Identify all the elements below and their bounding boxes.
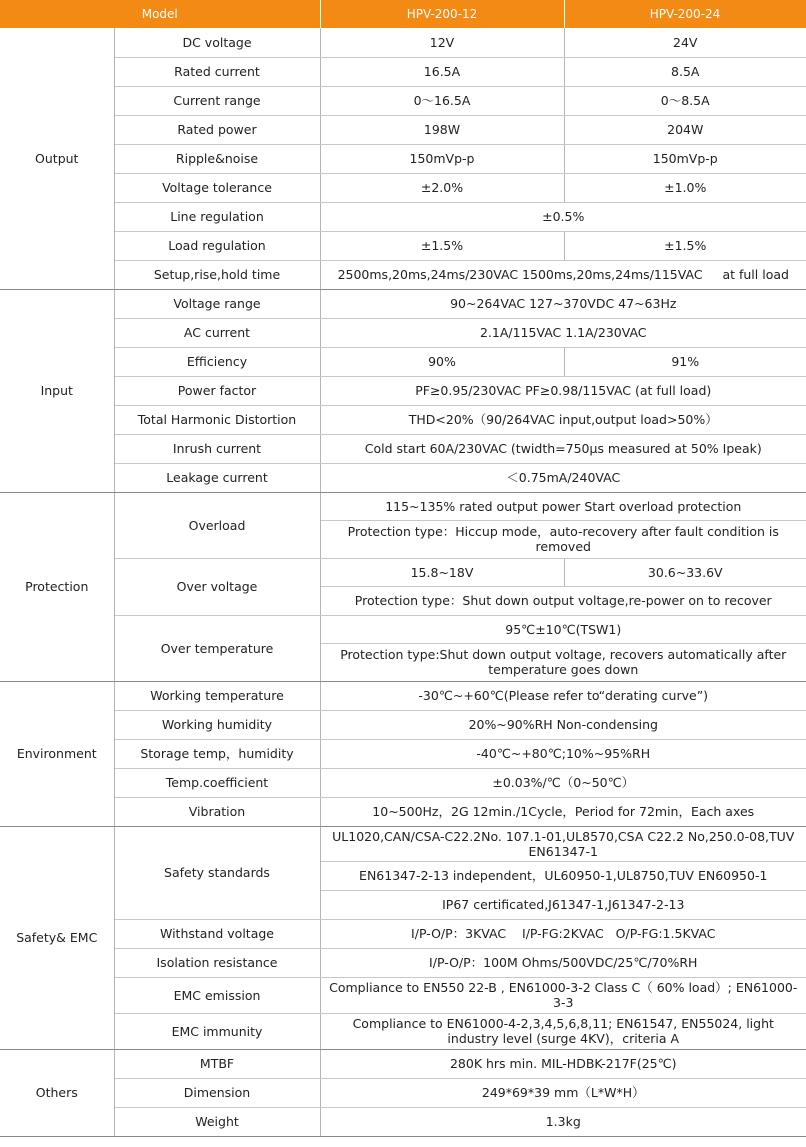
cell-value: Compliance to EN61000-4-2,3,4,5,6,8,11; EN61547, EN55024, light industry level (surge 4KV)，criteria A [320,1013,806,1049]
cell-value: 249*69*39 mm（L*W*H） [320,1078,806,1107]
cell-value: 24V [564,28,806,57]
row-label: Current range [114,86,320,115]
row-label: EMC immunity [114,1013,320,1049]
row-label: AC current [114,318,320,347]
cell-value: 2.1A/115VAC 1.1A/230VAC [320,318,806,347]
table-row [0,86,806,115]
cell-value: 0～8.5A [564,86,806,115]
cell-value: ±1.5% [320,231,564,260]
row-label: Over temperature [114,615,320,681]
table-header-row [0,0,806,28]
table-row [0,463,806,492]
table-row [0,558,806,586]
table-row [0,615,806,643]
table-row [0,347,806,376]
row-label: Leakage current [114,463,320,492]
cell-value: 15.8~18V [320,558,564,586]
row-label: Withstand voltage [114,919,320,948]
group-input: Input [0,289,114,492]
table-row [0,231,806,260]
row-label: Load regulation [114,231,320,260]
row-label: Over voltage [114,558,320,615]
row-label: Setup,rise,hold time [114,260,320,289]
table-row [0,260,806,289]
cell-value: I/P-O/P：100M Ohms/500VDC/25℃/70%RH [320,948,806,977]
cell-value: Compliance to EN550 22-B , EN61000-3-2 Class C（ 60% load）; EN61000-3-3 [320,977,806,1013]
table-row [0,977,806,1013]
table-row [0,739,806,768]
group-safety-emc: Safety& EMC [0,826,114,1049]
row-label: Dimension [114,1078,320,1107]
row-label: Overload [114,492,320,558]
row-label: EMC emission [114,977,320,1013]
cell-value: 115~135% rated output power Start overload protection [320,492,806,520]
cell-value: 204W [564,115,806,144]
row-label: Power factor [114,376,320,405]
cell-value: 150mVp-p [320,144,564,173]
table-row [0,797,806,826]
cell-value: ±1.0% [564,173,806,202]
cell-value: 0～16.5A [320,86,564,115]
table-row [0,202,806,231]
row-label: Voltage tolerance [114,173,320,202]
cell-value: 16.5A [320,57,564,86]
cell-value: Protection type：Shut down output voltage,re-power on to recover [320,586,806,615]
row-label: DC voltage [114,28,320,57]
cell-value: EN61347-2-13 independent，UL60950-1,UL8750,TUV EN60950-1 [320,861,806,890]
row-label: Working humidity [114,710,320,739]
cell-value: 90~264VAC 127~370VDC 47~63Hz [320,289,806,318]
cell-value: 10~500Hz，2G 12min./1Cycle，Period for 72min，Each axes [320,797,806,826]
row-label: Safety standards [114,826,320,919]
row-label: Line regulation [114,202,320,231]
table-row [0,710,806,739]
header-model: Model [0,0,320,28]
row-label: Rated current [114,57,320,86]
table-row [0,144,806,173]
header-model-24: HPV-200-24 [564,0,806,28]
table-row [0,768,806,797]
header-model-12: HPV-200-12 [320,0,564,28]
cell-value: ±1.5% [564,231,806,260]
group-output: Output [0,28,114,289]
cell-value: Protection type：Hiccup mode，auto-recovery after fault condition is removed [320,520,806,558]
row-label: Vibration [114,797,320,826]
cell-value: 91% [564,347,806,376]
row-label: Isolation resistance [114,948,320,977]
cell-value: 1.3kg [320,1107,806,1136]
table-row [0,173,806,202]
table-row [0,57,806,86]
cell-value: 8.5A [564,57,806,86]
cell-value: PF≥0.95/230VAC PF≥0.98/115VAC (at full load) [320,376,806,405]
table-row [0,919,806,948]
cell-value: UL1020,CAN/CSA-C22.2No. 107.1-01,UL8570,CSA C22.2 No,250.0-08,TUV EN61347-1 [320,826,806,861]
cell-value: Cold start 60A/230VAC (twidth=750μs measured at 50% Ipeak) [320,434,806,463]
table-row [0,28,806,57]
cell-value: THD<20%（90/264VAC input,output load>50%） [320,405,806,434]
table-row [0,405,806,434]
group-others: Others [0,1049,114,1136]
cell-value: I/P-O/P：3KVAC I/P-FG:2KVAC O/P-FG:1.5KVAC [320,919,806,948]
cell-value: ＜0.75mA/240VAC [320,463,806,492]
row-label: Inrush current [114,434,320,463]
table-row [0,376,806,405]
cell-value: 90% [320,347,564,376]
cell-value: ±2.0% [320,173,564,202]
table-row [0,115,806,144]
table-row [0,826,806,861]
table-row [0,318,806,347]
table-row [0,1107,806,1136]
table-row [0,1049,806,1078]
table-row [0,1013,806,1049]
row-label: Rated power [114,115,320,144]
cell-value: Protection type:Shut down output voltage, recovers automatically after temperature goes down [320,643,806,681]
cell-value: 150mVp-p [564,144,806,173]
row-label: Total Harmonic Distortion [114,405,320,434]
group-protection: Protection [0,492,114,681]
table-row [0,492,806,520]
cell-value: 20%~90%RH Non-condensing [320,710,806,739]
row-label: Weight [114,1107,320,1136]
cell-value: -30℃~+60℃(Please refer to“derating curve”) [320,681,806,710]
row-label: Working temperature [114,681,320,710]
row-label: Efficiency [114,347,320,376]
table-row [0,948,806,977]
table-row [0,1078,806,1107]
cell-value: 95℃±10℃(TSW1) [320,615,806,643]
table-row [0,681,806,710]
table-row [0,434,806,463]
table-row [0,289,806,318]
cell-value: 198W [320,115,564,144]
cell-value: 12V [320,28,564,57]
cell-value: 2500ms,20ms,24ms/230VAC 1500ms,20ms,24ms/115VAC at full load [320,260,806,289]
cell-value: IP67 certificated,J61347-1,J61347-2-13 [320,890,806,919]
row-label: Temp.coefficient [114,768,320,797]
cell-value: 30.6~33.6V [564,558,806,586]
row-label: Ripple&noise [114,144,320,173]
cell-value: ±0.5% [320,202,806,231]
row-label: Voltage range [114,289,320,318]
group-environment: Environment [0,681,114,826]
row-label: Storage temp，humidity [114,739,320,768]
cell-value: 280K hrs min. MIL-HDBK-217F(25℃) [320,1049,806,1078]
cell-value: ±0.03%/℃（0~50℃） [320,768,806,797]
cell-value: -40℃~+80℃;10%~95%RH [320,739,806,768]
row-label: MTBF [114,1049,320,1078]
